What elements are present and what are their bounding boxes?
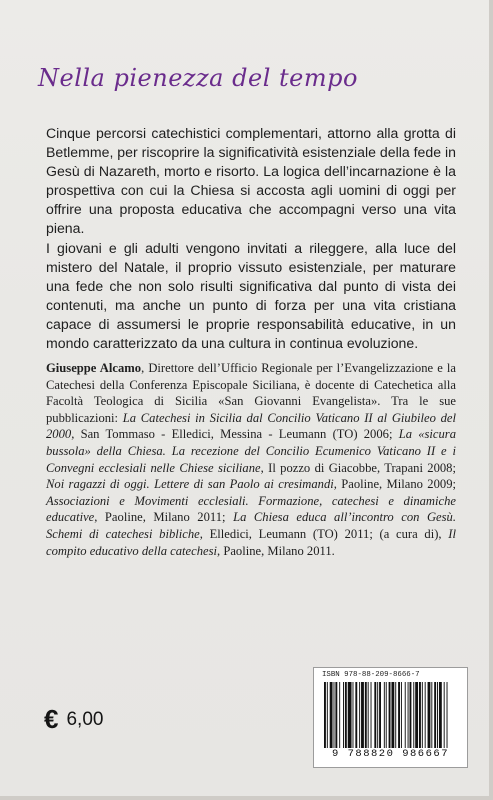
book-description <box>46 124 456 353</box>
publication-info: , Paoline, Milano 2011; <box>94 510 234 525</box>
publication-title: La Catechesi in Sicilia dal Concilio Vaticano II al Giubileo del 2000 <box>46 410 456 442</box>
price-amount: 6,00 <box>66 708 104 730</box>
euro-icon: € <box>44 704 59 734</box>
description-paragraph-2: I giovani e gli adulti vengono invitati a rileggere, alla luce del mistero del Natale, il proprio vissuto esistenziale, per maturare una fede che non solo risulti significativa dal punto di vista dei contenuti, ma anche un punto di forza per una vita cristiana capace di assumersi le proprie responsabilità educative, in un mondo caratterizzato da una cultura in continua evoluzione. <box>46 239 456 352</box>
barcode-sticker <box>313 667 468 768</box>
publication-info: , Paoline, Milano 2011. <box>217 543 335 558</box>
description-paragraph-1: Cinque percorsi catechistici complementari, attorno alla grotta di Betlemme, per riscoprire la significatività esistenziale della fede in Gesù di Nazareth, morto e risorto. La logica dell’incarnazione è la prospettiva con cui la Chiesa si accosta agli uomini di oggi per offrire una proposta educativa che accompagni verso una vita piena. <box>46 125 456 237</box>
publication-title: La Chiesa educa all’incontro con Gesù. Schemi di catechesi bibliche <box>46 510 456 541</box>
price-label <box>44 704 103 735</box>
book-title: Nella pienezza del tempo <box>38 64 358 92</box>
publication-title: Il compito educativo della catechesi <box>46 526 456 558</box>
publication-info: , Elledici, Leumann (TO) 2011; (a cura di), <box>199 526 449 541</box>
author-name: Giuseppe Alcamo <box>46 361 142 375</box>
publication-info: , Il pozzo di Giacobbe, Trapani 2008; <box>260 460 456 475</box>
publication-title: Noi ragazzi di oggi. Lettere di san Paolo ai cresimandi <box>46 477 334 492</box>
barcode-icon <box>322 682 459 754</box>
ean-digits: 9 788820 986667 <box>331 748 449 760</box>
publication-title: Associazioni e Movimenti ecclesiali. Formazione, catechesi e dinamiche educative <box>46 493 456 525</box>
bio-intro: , Direttore dell’Ufficio Regionale per l’Evangelizzazione e la Catechesi della Conferenza Episcopale Siciliana, è docente di Catechetica alla Facoltà Teologica di Sicilia «San Giovanni Evangelista». Tra le sue pubblicazioni: <box>46 361 457 425</box>
isbn-number: ISBN 978-88-209-8666-7 <box>322 671 420 679</box>
publication-title: La «sicura bussola» della Chiesa. La recezione del Concilio Ecumenico Vaticano II e i Convegni ecclesiali nelle Chiese siciliane <box>46 427 457 475</box>
author-biography <box>46 360 456 559</box>
publication-info: , San Tommaso - Elledici, Messina - Leumann (TO) 2006; <box>71 427 399 442</box>
publication-info: , Paoline, Milano 2009; <box>333 477 456 492</box>
